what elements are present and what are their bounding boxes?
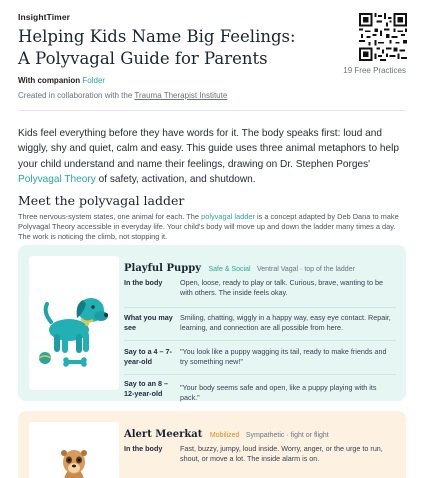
polyvagal-ladder-link[interactable]: polyvagal ladder <box>201 212 255 221</box>
ladder-description <box>18 212 408 243</box>
ladder-desc-before: Three nervous-system states, one animal for each. The <box>18 212 200 221</box>
puppy-card-title <box>124 258 355 276</box>
puppy-name: Playful Puppy <box>124 263 202 274</box>
companion-line <box>18 76 105 85</box>
companion-prefix: With companion <box>18 76 81 85</box>
table-row <box>124 308 396 341</box>
row-value: Smiling, chatting, wiggly in a happy way, easy eye contact. Repair, learning, and connection are all possible from here. <box>180 313 391 332</box>
header-divider <box>18 110 406 111</box>
meerkat-illustration-icon <box>29 422 119 478</box>
puppy-state-subtitle: Ventral Vagal · top of the ladder <box>256 266 355 273</box>
table-row <box>124 444 396 478</box>
intro-paragraph <box>18 126 410 188</box>
puppy-state-tag: Safe & Social <box>208 266 251 273</box>
intro-text-after: of safety, activation, and shutdown. <box>98 174 256 186</box>
row-value: "Your body seems safe and open, like a puppy playing with its pack." <box>180 383 377 402</box>
meerkat-image-frame <box>29 422 119 478</box>
meerkat-name: Alert Meerkat <box>124 429 203 440</box>
card-playful-puppy <box>18 245 406 401</box>
ladder-heading: Meet the polyvagal ladder <box>18 193 185 208</box>
collaboration-line <box>18 91 227 100</box>
row-label: What you may see <box>124 313 173 332</box>
table-row <box>124 341 396 375</box>
row-label: In the body <box>124 278 163 287</box>
puppy-illustration-icon <box>29 256 119 390</box>
polyvagal-theory-link[interactable]: Polyvagal Theory <box>18 174 96 186</box>
row-value: "You look like a puppy wagging its tail, ready to make friends and try something new!" <box>180 347 387 366</box>
collab-prefix: Created in collaboration with the <box>18 91 133 100</box>
meerkat-card-title <box>124 424 329 442</box>
table-row <box>124 278 396 308</box>
row-label: Say to an 8 – 12-year-old <box>124 379 168 398</box>
row-value: Open, loose, ready to play or talk. Curious, brave, wanting to be with others. The inside feels okay. <box>180 278 383 297</box>
row-label: In the body <box>124 444 163 453</box>
intro-text-before: Kids feel everything before they have words for it. The body speaks first: loud and wiggly, shy and quiet, calm and easy. This guide uses three animal metaphors to help your child understand and name their feelings, drawing on Dr. Stephen Porges' <box>18 128 399 170</box>
row-label: Say to a 4 – 7-year-old <box>124 347 172 366</box>
card-alert-meerkat <box>18 411 406 478</box>
page-title <box>18 26 318 70</box>
brand-logo: InsightTimer <box>18 12 71 22</box>
title-line-1: Helping Kids Name Big Feelings: <box>18 27 296 46</box>
ladder-desc-after: is a concept adapted by Deb Dana to make Polyvagal Theory accessible in everyday life. Your child's body will move up and down the ladder many times a day. The work is noticing the climb, not stopping it. <box>18 212 399 242</box>
table-row <box>124 375 396 402</box>
qr-code-icon[interactable] <box>359 13 407 61</box>
title-line-2: A Polyvagal Guide for Parents <box>18 49 268 68</box>
row-value: Fast, buzzy, jumpy, loud inside. Worry, anger, or the urge to run, shout, or move a lot. The inside alarm is on. <box>180 444 383 463</box>
collab-institute-link[interactable]: Trauma Therapist Institute <box>134 91 228 100</box>
meerkat-state-tag: Mobilized <box>209 432 240 439</box>
free-practices-count: 19 Free Practices <box>343 66 406 75</box>
meerkat-state-subtitle: Sympathetic · fight or flight <box>245 432 329 439</box>
companion-folder-link[interactable]: Folder <box>82 76 106 85</box>
puppy-image-frame <box>29 256 119 390</box>
